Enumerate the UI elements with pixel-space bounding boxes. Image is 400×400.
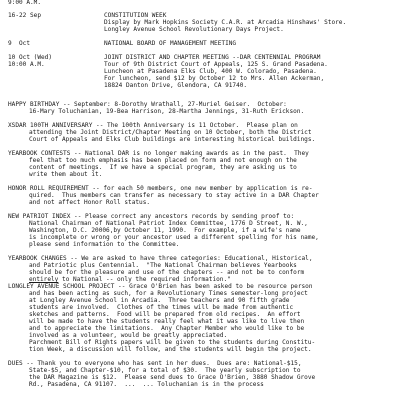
- text-line: NATIONAL BOARD OF MANAGEMENT MEETING: [104, 40, 237, 47]
- text-line: National Chairman of National Patriot Index Committee, 1776 D Street, N. W.,: [29, 220, 308, 227]
- text-line: Tour of 9th District Court of Appeals, 125 S. Grand Pasadena.: [104, 61, 328, 68]
- text-line: will be made to have the students really feel what it was like to live then: [29, 318, 305, 325]
- text-line: and to appreciate the limitations. Any Chapter Member who would like to be: [29, 325, 305, 332]
- text-line: at Longley Avenue School in Arcadia. Three teachers and 90 fifth grade: [29, 297, 290, 304]
- text-line: Longley Avenue School Revolutionary Days Project.: [104, 26, 284, 33]
- text-line: XSDAR 100TH ANNIVERSARY -- The 100th Anniversary is 11 October. Please plan on: [8, 122, 298, 129]
- text-line: For luncheon, send $12 by October 12 to Mrs. Allen Ackerman,: [104, 75, 325, 82]
- text-line: and Patriotic plus Centennial. "The National Chairman believes Yearbooks: [29, 262, 297, 269]
- text-line: DUES -- Thank you to everyone who has sent in her dues. Dues are: National-$15,: [8, 360, 302, 367]
- text-line: 18824 Danton Drive, Glendora, CA 91740.: [104, 82, 248, 89]
- text-line: is incomplete or wrong or your ancestor used a different spelling for his name,: [29, 234, 319, 241]
- text-line: 16-Mary Toluchanian, 19-Bea Harrison, 28-Martha Jennings, 31-Ruth Erickson.: [29, 108, 305, 115]
- text-line: YEARBOOK CHANGES -- We are asked to have three categories: Educational, Historical,: [8, 255, 313, 262]
- text-line: Court of Appeals and Elks Club buildings are interesting historical buildings.: [29, 136, 316, 143]
- text-line: quired. Thus members can transfer as necessary to stay active in a DAR Chapter: [29, 192, 319, 199]
- text-line: Washington, D.C. 20006,by October 11, 1990. For example, if a wife's name: [29, 227, 301, 234]
- text-line: 9 Oct: [8, 40, 31, 47]
- text-line: 10 Oct (Wed): [8, 54, 53, 61]
- text-line: 10:00 A.M.: [8, 61, 45, 68]
- text-line: attending the Joint District/Chapter Meeting on 10 October, both the District: [29, 129, 312, 136]
- text-line: YEARBOOK CONTESTS -- National DAR is no longer making awards as in the past. They: [8, 150, 309, 157]
- text-line: Rd., Pasadena, CA 91107. ... ... Toluchanian is in the process: [29, 381, 264, 388]
- text-line: should be for the pleasure and use of the chapters -- and not be to conform: [29, 269, 305, 276]
- text-line: HONOR ROLL REQUIREMENT -- for each 50 members, one new member by application is re-: [8, 185, 313, 192]
- text-line: the DAR Magazine is $12. Please send dues to Grace O'Brien, 3880 Shadow Grove: [29, 374, 316, 381]
- text-line: Parchment Bill of Rights papers will be given to the students during Constitu-: [29, 339, 316, 346]
- text-line: involved as a volunteer, would be greatly appreciated.: [29, 332, 228, 339]
- text-line: and has been acting as such, for a Revolutionary Times semester-long project: [29, 290, 308, 297]
- text-line: CONSTITUTION WEEK: [104, 12, 167, 19]
- text-line: HAPPY BIRTHDAY -- September: 8-Dorothy Wrathall, 27-Muriel Geiser. October:: [8, 101, 287, 108]
- text-line: LONGLEY AVENUE SCHOOL PROJECT -- Grace O'Brien has been asked to be resource person: [8, 283, 313, 290]
- text-line: Luncheon at Pasadena Elks Club, 400 W. Colorado, Pasadena.: [104, 68, 317, 75]
- text-line: NEW PATRIOT INDEX -- Please correct any ancestors records by sending proof to:: [8, 213, 295, 220]
- text-line: write them about it.: [29, 171, 103, 178]
- text-line: and not affect Honor Roll status.: [29, 199, 151, 206]
- text-line: content of meetings. If we have a special program, they are asking us to: [29, 164, 297, 171]
- text-line: feel that too much emphasis has been placed on form and not enough on the: [29, 157, 297, 164]
- text-line: sketches and patterns. Food will be prepared from old recipes. An effort: [29, 311, 301, 318]
- text-line: please send information to the Committee.: [29, 241, 180, 248]
- text-line: 9:00 A.M.: [8, 0, 42, 6]
- text-line: students are involved. Clothes of the times will be made from authentic: [29, 304, 294, 311]
- text-line: tion Week, a discussion will follow, and the students will begin the project.: [29, 346, 312, 353]
- text-line: State-$5, and Chapter-$10, for a total of $30. The yearly subscription to: [29, 367, 301, 374]
- text-line: Display by Mark Hopkins Society C.A.R. at Arcadia Hinshaws' Store.: [104, 19, 347, 26]
- text-line: entirely to National -- only the required information.": [29, 276, 231, 283]
- text-line: JOINT DISTRICT AND CHAPTER MEETING --DAR CENTENNIAL PROGRAM: [104, 54, 321, 61]
- underlined-word: entirely: [29, 276, 59, 283]
- text-line: 16-22 Sep: [8, 12, 42, 19]
